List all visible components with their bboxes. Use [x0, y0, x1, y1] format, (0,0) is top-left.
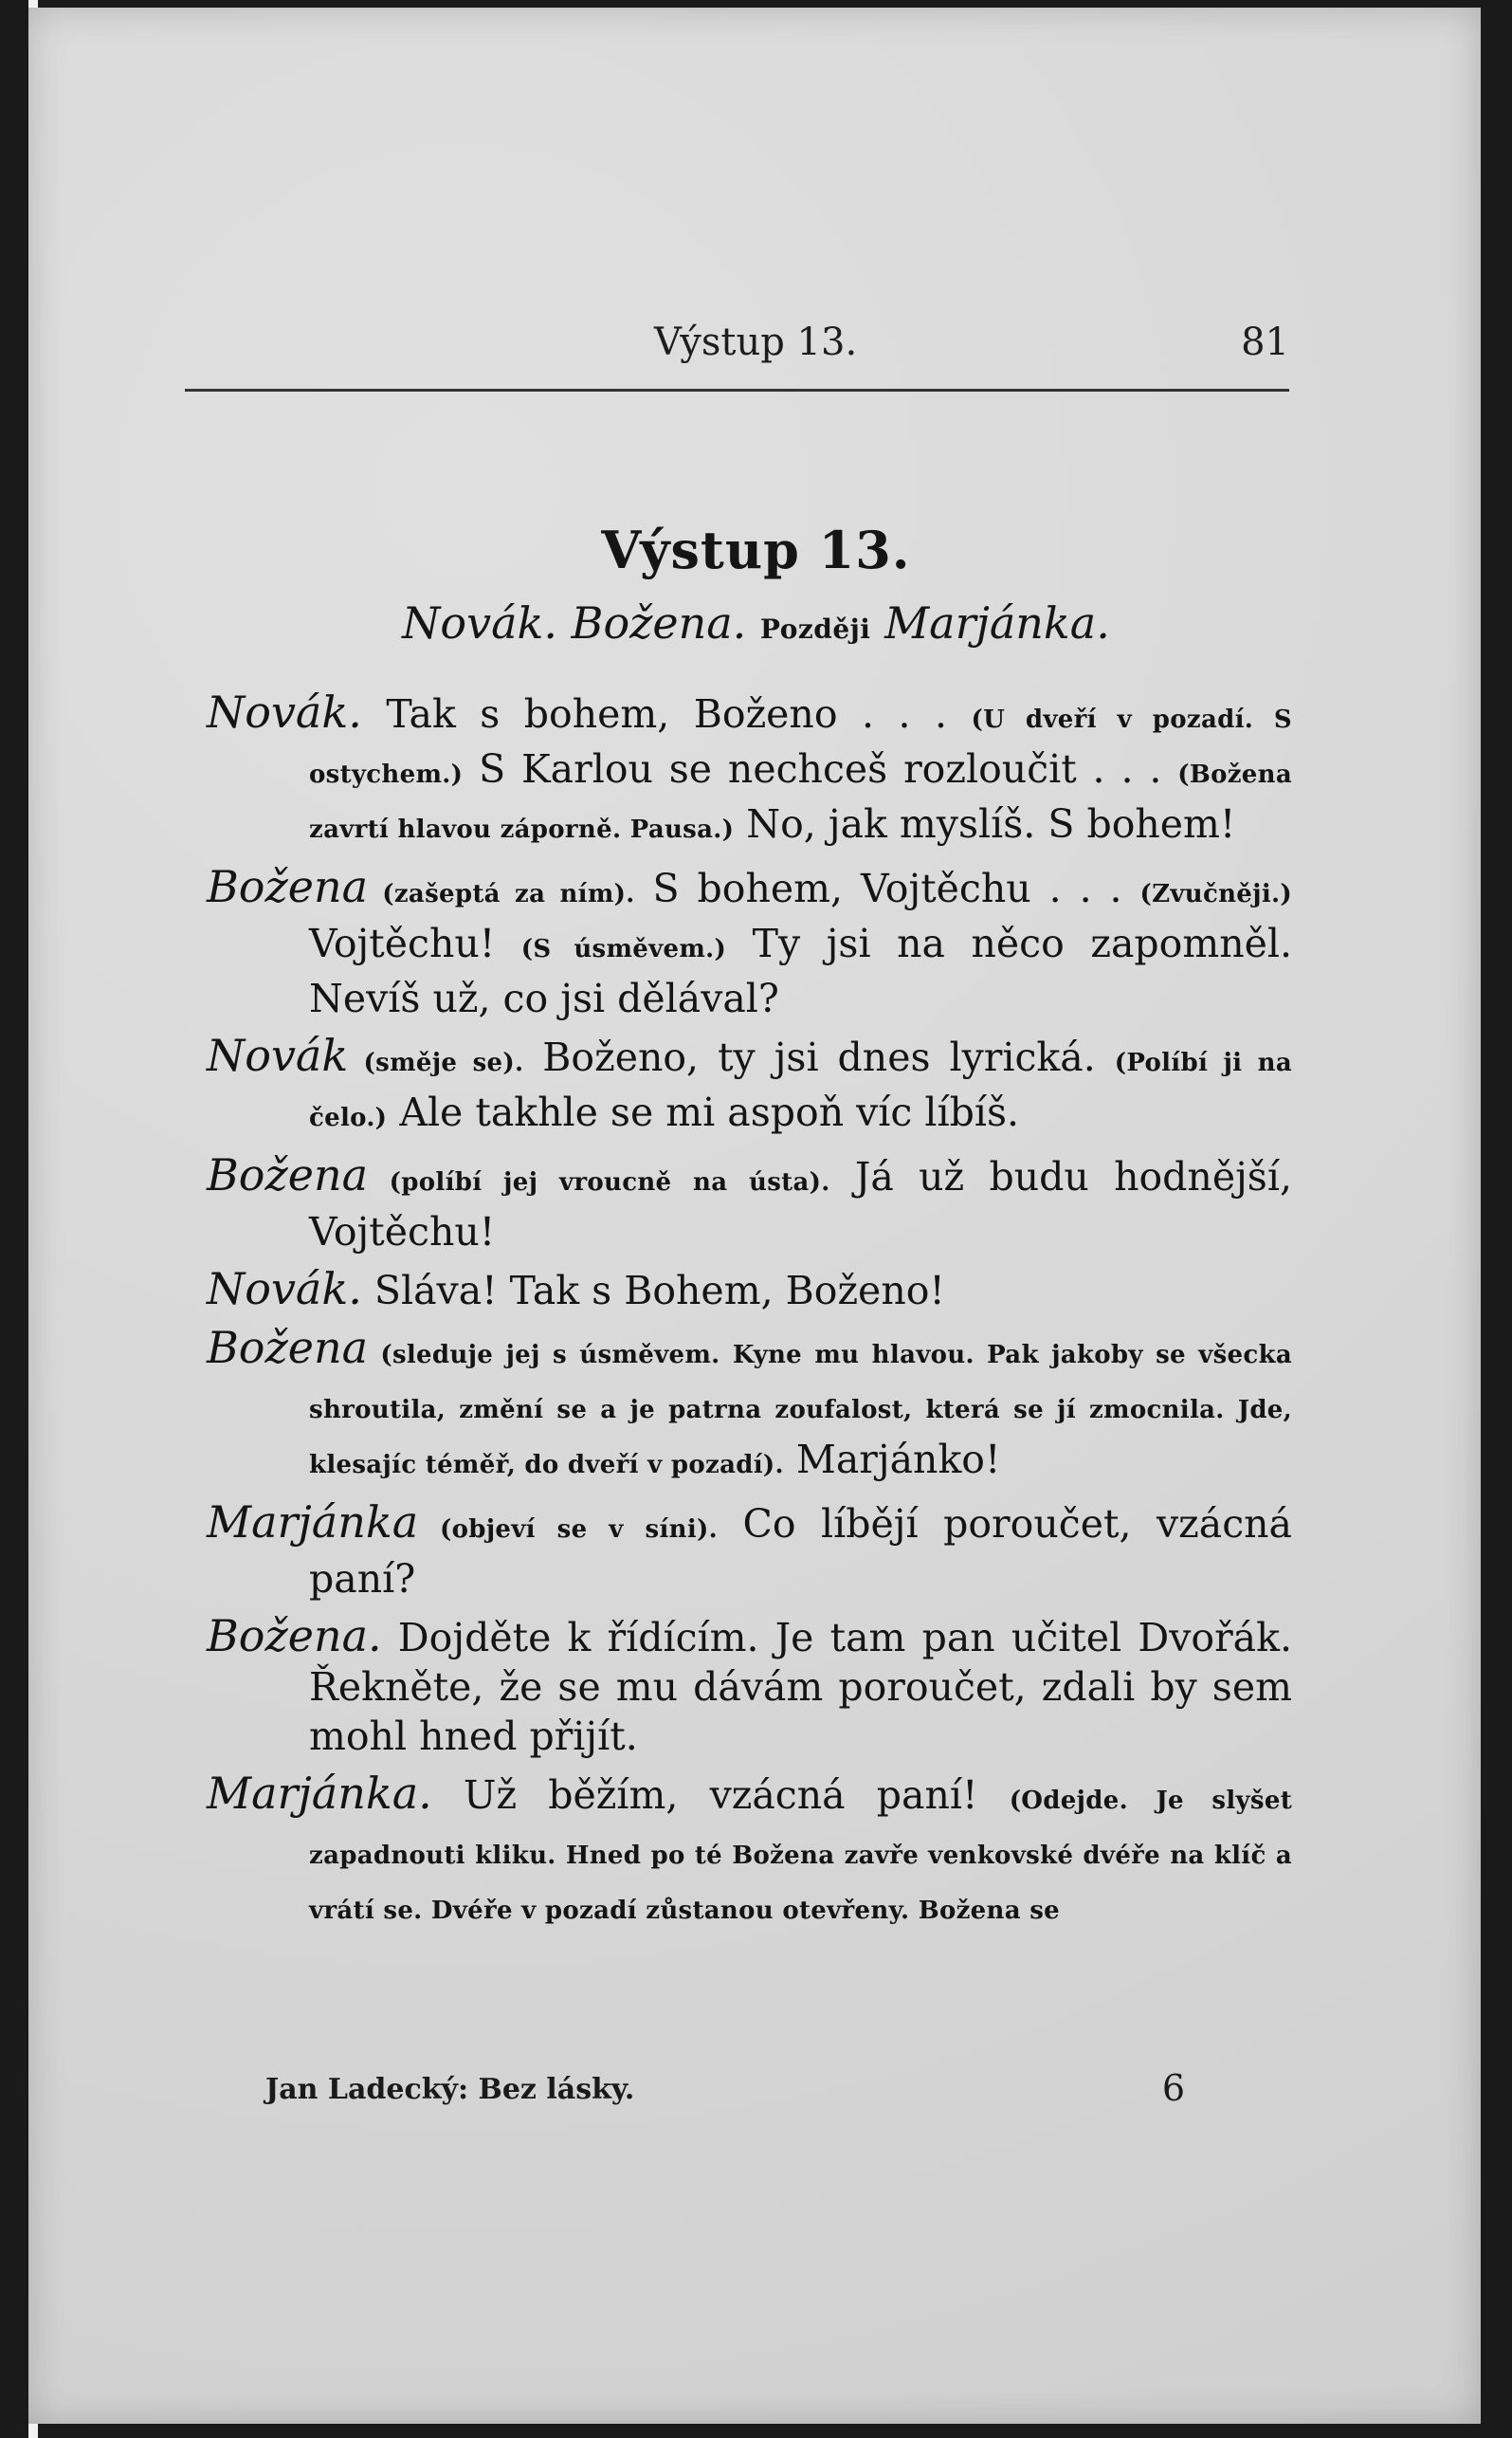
- dialogue-text: Dojděte k řídícím. Je tam pan učitel Dvořák. Řekněte, že se mu dávám poroučet, zdali by sem mohl hned přijít.: [309, 1615, 1292, 1759]
- dialogue-text: Co líbějí poroučet, vzácná paní?: [309, 1501, 1293, 1602]
- speaker-name: Marjánka: [207, 1496, 419, 1548]
- footer-author: Jan Ladecký: Bez lásky.: [265, 2073, 635, 2106]
- stage-direction: (objeví se v síni).: [418, 1515, 718, 1544]
- speaker-name: Marjánka.: [207, 1768, 432, 1819]
- dialogue-text: Sláva! Tak s Bohem, Boženo!: [361, 1268, 945, 1313]
- dialogue-text: No, jak myslíš. S bohem!: [734, 801, 1236, 847]
- running-head: [185, 313, 1289, 392]
- speaker-name: Božena: [207, 1322, 369, 1373]
- speech-paragraph: [207, 1611, 1292, 1761]
- speech-paragraph: [207, 1031, 1292, 1143]
- stage-direction: (sleduje jej s úsměvem. Kyne mu hlavou. Pak jakoby se všecka shroutila, změní se a je patrna zoufalost, která se jí zmocnila. Jde, klesajíc téměř, do dveří v pozadí).: [309, 1341, 1292, 1479]
- stage-direction: (S úsměvem.): [520, 935, 727, 963]
- speech-paragraph: [207, 1323, 1292, 1490]
- speaker-name: Novák: [207, 1030, 349, 1081]
- stage-direction: (Odejde. Je slyšet zapadnouti kliku. Hned po té Božena zavře venkovské dvéře na klíč a vrátí se. Dvéře v pozadí zůstanou otevřeny. Božena se: [309, 1787, 1293, 1925]
- signature-mark: 6: [1161, 2067, 1185, 2109]
- dialogue-text: Vojtěchu!: [309, 921, 521, 966]
- character-novak: Novák.: [402, 597, 558, 649]
- dialogue-text: Tak s bohem, Boženo . . .: [361, 691, 972, 737]
- dialogue-text: Marjánko!: [783, 1437, 1001, 1482]
- speaker-name: Božena: [207, 1149, 369, 1201]
- speech-paragraph: [207, 1769, 1292, 1935]
- page-number: 81: [1241, 321, 1289, 364]
- dialogue-text: Už běžím, vzácná paní!: [431, 1772, 1010, 1818]
- dialogue-text: Já už budu hodnější, Vojtěchu!: [309, 1154, 1292, 1255]
- running-title: Výstup 13.: [654, 321, 858, 364]
- dialogue-text: Boženo, ty jsi dnes lyrická.: [523, 1035, 1115, 1080]
- character-marjanka: Marjánka.: [884, 597, 1110, 649]
- stage-direction: (Políbí ji na čelo.): [309, 1049, 1292, 1132]
- dialogue-text: S bohem, Vojtěchu . . .: [634, 866, 1140, 911]
- speech-paragraph: [207, 1497, 1292, 1604]
- speaker-name: Božena.: [207, 1610, 382, 1661]
- speech-paragraph: [207, 862, 1292, 1023]
- speech-paragraph: [207, 687, 1292, 854]
- character-bozena: Božena.: [571, 597, 747, 649]
- dialogue-text: S Karlou se nechceš rozloučit . . .: [463, 746, 1178, 792]
- dialogue-body: [207, 687, 1292, 1935]
- stage-direction: (políbí jej vroucně na ústa).: [368, 1168, 830, 1197]
- speech-paragraph: [207, 1264, 1292, 1315]
- speech-paragraph: [207, 1150, 1292, 1256]
- stage-direction: (směje se).: [348, 1049, 524, 1077]
- dialogue-text: Ty jsi na něco zapomněl. Nevíš už, co jsi dělával?: [309, 921, 1293, 1021]
- stage-direction: (U dveří v pozadí. S ostychem.): [309, 706, 1292, 789]
- speaker-name: Božena: [207, 861, 369, 912]
- stage-direction: (zašeptá za ním).: [368, 880, 635, 908]
- later-label: Později: [759, 614, 871, 645]
- speaker-name: Novák.: [207, 1263, 362, 1314]
- stage-direction: (Božena zavrtí hlavou záporně. Pausa.): [309, 761, 1292, 844]
- speaker-name: Novák.: [207, 687, 362, 738]
- dialogue-text: Ale takhle se mi aspoň víc líbíš.: [387, 1090, 1020, 1135]
- scene-characters: [0, 597, 1512, 649]
- page-footer: [265, 2067, 1185, 2115]
- scene-title: Výstup 13.: [601, 520, 911, 580]
- stage-direction: (Zvučněji.): [1139, 880, 1292, 908]
